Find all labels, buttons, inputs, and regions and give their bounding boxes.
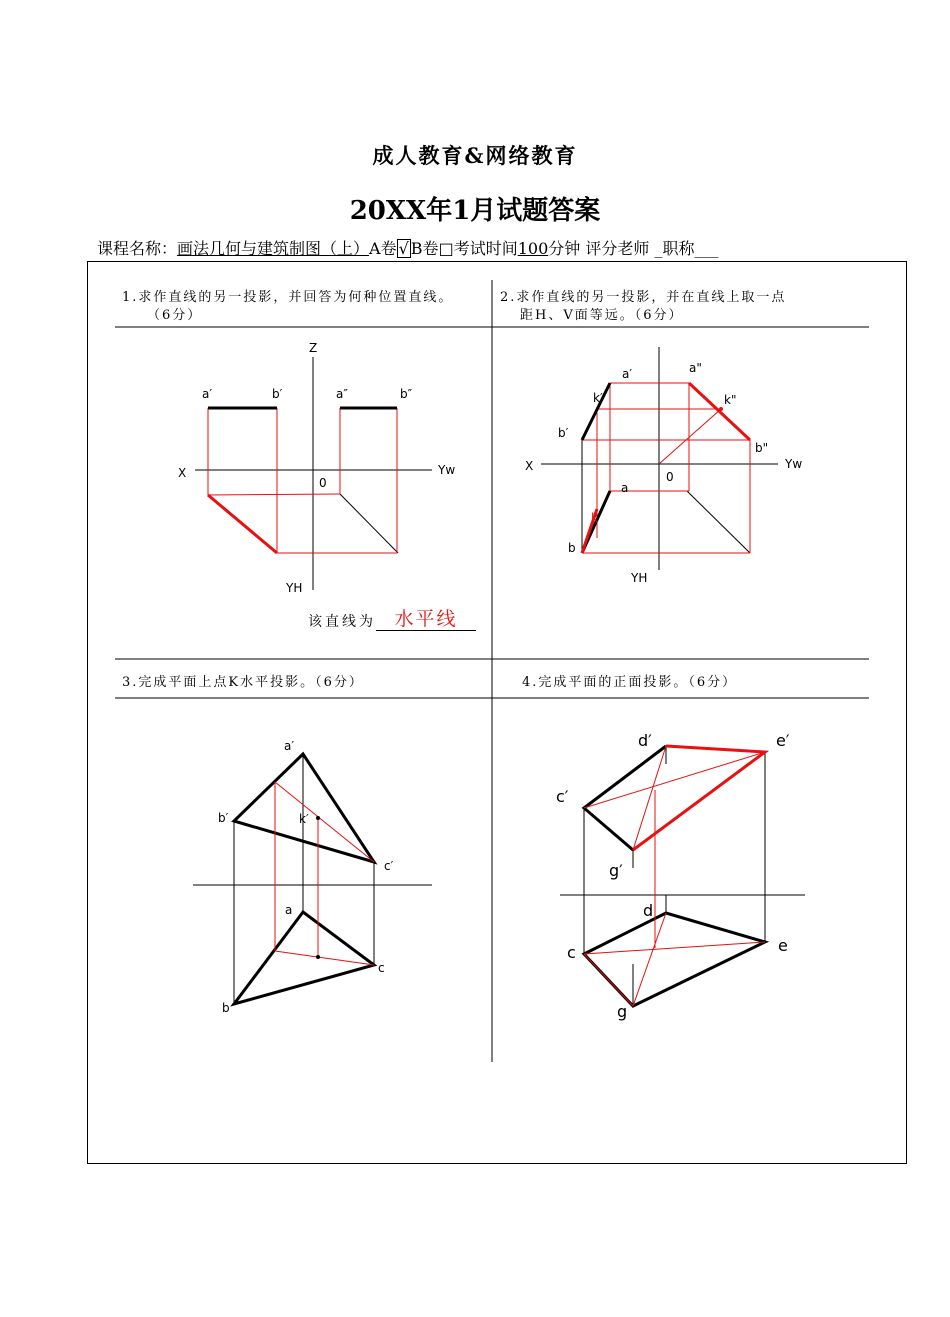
fig3-triangle-top	[234, 912, 374, 1004]
q3-text: 3.完成平面上点K水平投影。（6分）	[122, 675, 364, 690]
course-label: 课程名称：	[97, 239, 178, 258]
paper-a-checkbox: √	[398, 239, 409, 258]
fig1-label-a-dprime: a″	[336, 387, 348, 401]
q2-text-2: 距H、V面等远。（6分）	[520, 308, 684, 323]
grader-label: 评分老师	[585, 239, 650, 258]
fig3-label-b: b	[222, 1001, 230, 1015]
fig2-point-k-side	[719, 407, 723, 411]
fig4-pentagon-top	[584, 913, 765, 1006]
fig4-diag-front	[633, 746, 666, 850]
title-value: ___	[694, 239, 719, 258]
fig2-drawing	[525, 347, 802, 585]
fig2-line-ab-side	[689, 383, 750, 440]
fig2-label-k-dprime: k"	[724, 393, 737, 407]
fig1-line-ab-top	[208, 495, 277, 553]
fig3-drawing	[193, 739, 432, 1015]
fig2-label-b: b	[568, 541, 576, 555]
fig2-45-line	[687, 491, 750, 553]
fig1-drawing	[178, 341, 455, 595]
fig3-aux-line-front	[275, 782, 374, 862]
sheet-grid	[115, 280, 869, 1062]
fig4-label-c: c	[567, 943, 576, 962]
fig1-45-line	[340, 494, 398, 553]
fig1-label-o: 0	[319, 476, 327, 490]
time-value: 100	[517, 239, 549, 258]
fig2-label-o: 0	[666, 470, 674, 484]
fig1-label-yw: Yw	[438, 463, 456, 477]
fig1-label-b-prime: b′	[272, 387, 283, 401]
title-label: 职称	[662, 239, 695, 258]
fig4-label-e: e	[778, 936, 788, 955]
answer-value: 水平线	[376, 604, 476, 631]
fig2-k-locator	[659, 409, 721, 464]
time-label: 考试时间	[453, 239, 518, 258]
fig4-diag-top	[584, 942, 765, 954]
fig4-label-d: d	[643, 901, 654, 920]
fig4-drawing	[556, 731, 805, 1021]
org-title: 成人教育&网络教育	[372, 143, 578, 168]
fig1-label-x: X	[178, 466, 187, 480]
fig3-triangle-front	[234, 754, 374, 862]
answer-prefix: 该直线为	[308, 614, 376, 630]
fig4-label-g: g	[617, 1002, 628, 1021]
fig1-label-b-dprime: b″	[400, 387, 413, 401]
fig4-front-edges-red	[633, 746, 765, 850]
paper-b-label: B卷	[410, 239, 439, 258]
fig2-label-x: X	[525, 459, 534, 473]
fig3-point-k-top	[316, 955, 320, 959]
fig1-label-z: Z	[309, 341, 318, 355]
fig3-label-a: a	[285, 903, 293, 917]
fig3-label-c: c	[378, 961, 385, 975]
fig3-label-k-prime: k′	[299, 812, 309, 826]
fig1-label-yh: YH	[286, 581, 303, 595]
fig1-proj-line	[208, 494, 340, 495]
exam-title: 20XX年1月试题答案	[349, 196, 601, 226]
course-name: 画法几何与建筑制图（上）	[177, 239, 370, 258]
fig2-label-k: k	[591, 511, 598, 525]
fig2-label-yw: Yw	[785, 457, 803, 471]
paper-b-checkbox: □	[438, 239, 454, 258]
time-unit: 分钟	[548, 239, 581, 258]
fig4-label-c-prime: c′	[556, 787, 569, 806]
q1-score: （6分）	[147, 308, 203, 323]
q4-text: 4.完成平面的正面投影。（6分）	[522, 675, 738, 690]
fig4-label-g-prime: g′	[609, 861, 623, 880]
fig2-label-a-prime: a′	[622, 367, 633, 381]
fig3-label-a-prime: a′	[284, 739, 295, 753]
fig2-label-a-dprime: a"	[689, 361, 702, 375]
fig3-point-k-front	[316, 816, 320, 820]
fig2-label-b-dprime: b"	[755, 441, 769, 455]
fig2-label-b-prime: b′	[558, 426, 569, 440]
fig2-label-a: a	[621, 481, 629, 495]
fig3-label-c-prime: c′	[384, 859, 394, 873]
grader-value: _	[654, 239, 663, 258]
fig3-label-b-prime: b′	[218, 811, 229, 825]
q2-text: 2.求作直线的另一投影，并在直线上取一点	[500, 290, 787, 305]
paper-a-label: A卷	[369, 239, 397, 258]
q1-text: 1.求作直线的另一投影，并回答为何种位置直线。	[122, 290, 454, 305]
fig4-diag-top	[584, 954, 633, 1006]
fig4-label-e-prime: e′	[776, 731, 790, 750]
fig1-label-a-prime: a′	[202, 387, 213, 401]
fig2-label-yh: YH	[631, 571, 648, 585]
fig4-label-d-prime: d′	[638, 731, 652, 750]
fig4-diag-front	[584, 752, 765, 808]
fig2-label-k-prime: k′	[593, 391, 603, 405]
